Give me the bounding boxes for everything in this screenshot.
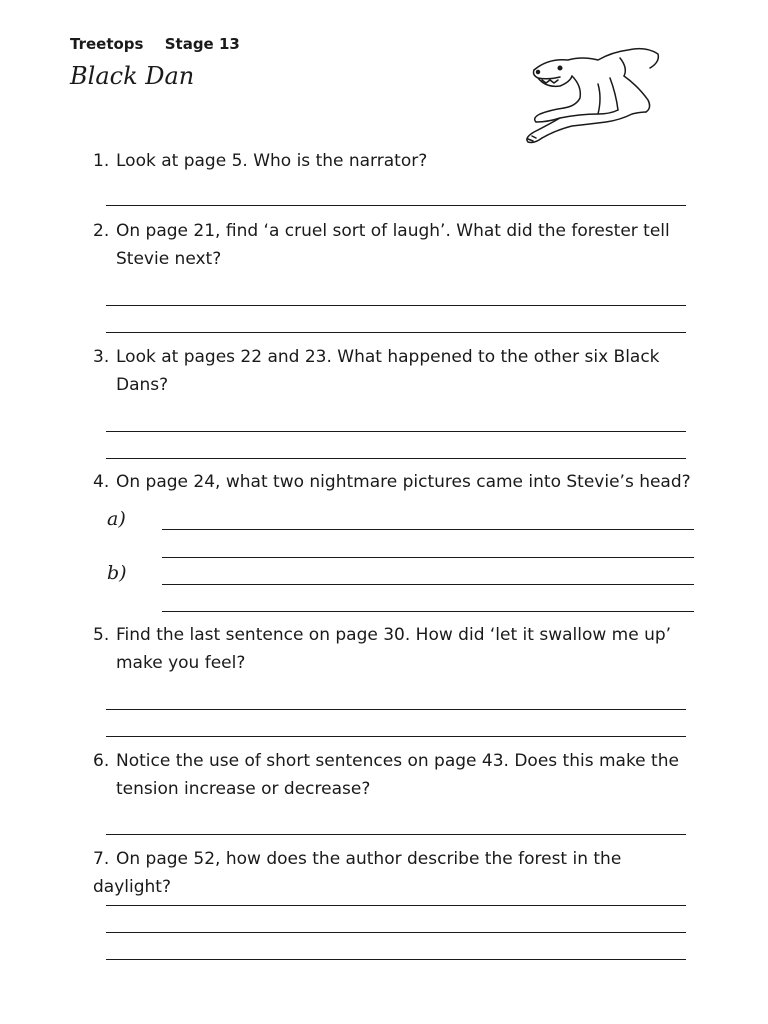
- page-title: Black Dan: [70, 62, 195, 90]
- question-text: On page 24, what two nightmare pictures came into Stevie’s head?: [116, 472, 691, 492]
- question-3: [93, 343, 703, 399]
- question-text-line-1: Look at pages 22 and 23. What happened to the other six Black: [116, 347, 660, 367]
- question-number: 1.: [93, 151, 110, 171]
- answer-line[interactable]: [106, 932, 686, 933]
- question-text-line-2: Dans?: [116, 375, 169, 395]
- answer-line[interactable]: [162, 557, 694, 558]
- question-text-line-1: Notice the use of short sentences on page 43. Does this make the: [116, 751, 679, 771]
- sub-answer-label-b: b): [107, 562, 127, 584]
- question-4: [93, 468, 703, 496]
- answer-line[interactable]: [106, 431, 686, 432]
- answer-line[interactable]: [162, 611, 694, 612]
- answer-line[interactable]: [162, 584, 694, 585]
- answer-line[interactable]: [106, 905, 686, 906]
- question-2: [93, 217, 703, 273]
- question-text-line-1: Find the last sentence on page 30. How did ‘let it swallow me up’: [116, 625, 672, 645]
- answer-line[interactable]: [106, 305, 686, 306]
- answer-line[interactable]: [106, 709, 686, 710]
- question-number: 3.: [93, 347, 110, 367]
- question-text-line-1: On page 21, find ‘a cruel sort of laugh’. What did the forester tell: [116, 221, 670, 241]
- question-5: [93, 621, 703, 677]
- answer-line[interactable]: [106, 834, 686, 835]
- sub-answer-label-a: a): [107, 508, 126, 530]
- answer-line[interactable]: [106, 205, 686, 206]
- question-text: On page 52, how does the author describe the forest in the daylight?: [93, 849, 622, 897]
- question-text-line-2: tension increase or decrease?: [116, 779, 371, 799]
- question-number: 5.: [93, 625, 110, 645]
- dog-drawing-icon: [520, 42, 665, 150]
- answer-line[interactable]: [106, 458, 686, 459]
- question-number: 4.: [93, 472, 110, 492]
- stage-label: Stage 13: [164, 35, 240, 53]
- question-number: 6.: [93, 751, 110, 771]
- question-7: [93, 845, 703, 901]
- answer-line[interactable]: [162, 529, 694, 530]
- series-label: [70, 35, 240, 53]
- question-text-line-2: Stevie next?: [116, 249, 222, 269]
- question-text-line-2: make you feel?: [116, 653, 246, 673]
- answer-line[interactable]: [106, 959, 686, 960]
- question-1: [93, 147, 703, 175]
- question-text: Look at page 5. Who is the narrator?: [116, 151, 428, 171]
- answer-line[interactable]: [106, 332, 686, 333]
- question-number: 2.: [93, 221, 110, 241]
- question-6: [93, 747, 703, 803]
- answer-line[interactable]: [106, 736, 686, 737]
- question-number: 7.: [93, 849, 110, 869]
- series-name: Treetops: [70, 35, 144, 53]
